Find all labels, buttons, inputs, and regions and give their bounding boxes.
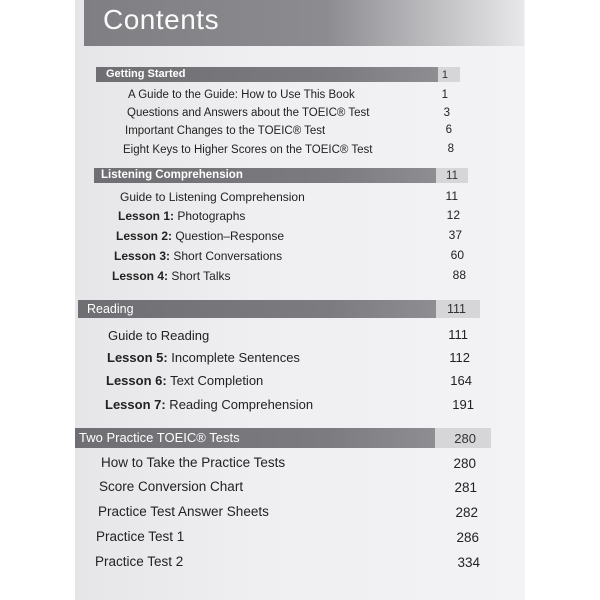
toc-page-number: 60 (450, 248, 464, 262)
toc-page-number: 281 (454, 480, 477, 495)
toc-entry: Eight Keys to Higher Scores on the TOEIC® Test (123, 144, 373, 156)
toc-entry: Lesson 6: Text Completion (106, 373, 264, 388)
toc-entry: Lesson 3: Short Conversations (114, 249, 283, 263)
toc-entry: Practice Test 1 (96, 529, 185, 544)
toc-page-number: 286 (456, 530, 479, 545)
toc-entry: Questions and Answers about the TOEIC® Test (127, 107, 370, 119)
section-page-number: 11 (446, 170, 458, 182)
toc-page-number: 112 (449, 350, 470, 365)
section-label: Two Practice TOEIC® Tests (79, 430, 240, 445)
section-label: Reading (87, 302, 134, 316)
toc-entry: Lesson 1: Photographs (118, 209, 246, 223)
section-page-number: 1 (441, 69, 448, 81)
toc-entry: Important Changes to the TOEIC® Test (125, 125, 326, 137)
toc-page-number: 191 (452, 397, 474, 412)
toc-entry: Lesson 5: Incomplete Sentences (107, 350, 300, 365)
toc-page-number: 334 (457, 555, 480, 570)
toc-entry: Lesson 7: Reading Comprehension (105, 397, 314, 412)
toc-page-number: 6 (445, 124, 452, 136)
toc-entry: Score Conversion Chart (99, 479, 244, 494)
toc-entry: Practice Test Answer Sheets (98, 504, 269, 519)
toc-page-number: 37 (448, 228, 462, 242)
toc-entry: Lesson 4: Short Talks (112, 269, 231, 283)
background-left (0, 0, 75, 600)
toc-entry: Lesson 2: Question–Response (116, 229, 285, 243)
toc-page-number: 12 (446, 208, 460, 222)
section-label: Getting Started (106, 68, 186, 80)
toc-page-number: 111 (448, 327, 468, 342)
toc-entry: Guide to Listening Comprehension (120, 190, 305, 204)
background-right (525, 0, 600, 600)
toc-page-number: 11 (445, 189, 458, 203)
toc-page-number: 3 (443, 107, 450, 119)
page-title: Contents (103, 4, 220, 35)
section-label: Listening Comprehension (101, 169, 243, 181)
toc-page-number: 282 (455, 505, 478, 520)
toc-entry: How to Take the Practice Tests (101, 455, 286, 470)
section-page-number: 280 (454, 431, 476, 446)
section-page-number: 111 (446, 302, 466, 316)
toc-entry: Practice Test 2 (95, 554, 184, 569)
toc-page-number: 1 (441, 89, 448, 101)
toc-entry: A Guide to the Guide: How to Use This Book (128, 89, 355, 101)
toc-page-number: 88 (452, 268, 466, 282)
toc-page-number: 280 (453, 456, 476, 471)
toc-page-number: 8 (447, 143, 454, 155)
toc-entry: Guide to Reading (108, 328, 210, 343)
toc-page-number: 164 (450, 373, 472, 388)
